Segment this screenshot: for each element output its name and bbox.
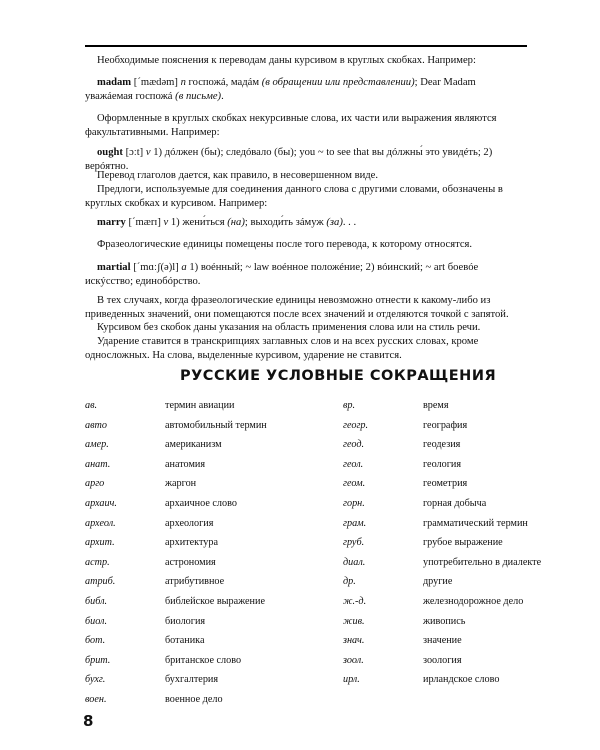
abbreviation-row	[85, 655, 323, 667]
abbreviation: груб.	[343, 537, 365, 549]
abbreviation-meaning: другие	[423, 576, 453, 588]
abbreviation-meaning: зоология	[423, 654, 462, 666]
abbreviation-meaning: ирландское слово	[423, 674, 500, 686]
translation: госпожá, мадáм	[188, 77, 260, 88]
abbreviation-meaning: живопись	[423, 615, 466, 627]
abbreviation-meaning: геодезия	[423, 439, 461, 451]
pos: v	[145, 147, 151, 158]
translation: 1) воéнный; ~ law воéнное положéние; 2) вóинский; ~ art боевóе искýсство; единобóрство.	[85, 262, 479, 287]
abbreviation: грам.	[343, 517, 367, 529]
abbreviation-meaning: анатомия	[165, 458, 206, 470]
abbreviation: архаич.	[85, 497, 117, 509]
abbreviation: библ.	[85, 595, 108, 607]
note: (на)	[227, 217, 245, 228]
abbreviation: диал.	[343, 556, 366, 568]
translation: 1) жени́ться	[170, 217, 225, 228]
abbreviation: ж.-д.	[343, 595, 367, 607]
abbreviation-row	[343, 420, 581, 432]
abbreviation: др.	[343, 576, 356, 588]
headword: martial	[97, 262, 131, 273]
abbreviation: археол.	[85, 517, 116, 529]
abbreviation-row	[343, 557, 581, 569]
abbreviation: анат.	[85, 458, 111, 470]
abbreviation-row	[343, 576, 581, 588]
abbreviation-meaning: жаргон	[165, 478, 197, 490]
page-number: 8	[83, 712, 94, 730]
abbreviation-row	[85, 498, 323, 510]
abbreviation: авто	[85, 419, 107, 431]
abbreviation-row	[85, 596, 323, 608]
abbreviation-meaning: американизм	[165, 439, 222, 451]
abbreviation-row	[343, 478, 581, 490]
pos: a	[181, 262, 187, 273]
abbreviation-row	[85, 635, 323, 647]
ellipsis: . . .	[342, 217, 357, 228]
abbreviation-meaning: термин авиации	[165, 400, 235, 411]
abbreviation-row	[85, 439, 323, 451]
abbreviation-row	[85, 674, 323, 686]
translation: 1) дóлжен (бы); следóвало (бы); you ~ to see that вы дóлжны́ это увидéть; 2) верóятно.	[85, 147, 493, 172]
abbreviations-right-column	[343, 400, 581, 694]
intro-paragraph-2: Оформленные в круглых скобках некурсивные слова, их части или выражения являются факультативными. Например:	[85, 113, 497, 138]
abbreviation: амер.	[85, 439, 109, 451]
abbreviation-meaning: ботаника	[165, 635, 205, 647]
abbreviation-row	[85, 537, 323, 549]
abbreviation: брит.	[85, 654, 111, 666]
note: (в письме)	[175, 90, 222, 102]
abbreviation-meaning: грамматический термин	[423, 517, 528, 529]
transcription: [ɔːt]	[125, 147, 144, 158]
abbreviation: ав.	[85, 400, 98, 411]
headword: marry	[97, 217, 126, 228]
abbreviation: атриб.	[85, 576, 116, 588]
intro-paragraph-8: Ударение ставится в транскрипциях заглавных слов и на всех русских словах, кроме односложных. На слова, выделенные курсивом, ударение не ставится.	[85, 336, 479, 361]
abbreviation: бухг.	[85, 674, 106, 686]
abbreviation-meaning: архитектура	[165, 537, 218, 549]
abbreviation-meaning: археология	[165, 517, 214, 529]
abbreviation: геогр.	[343, 419, 369, 431]
abbreviation-meaning: атрибутивное	[165, 576, 225, 588]
intro-paragraph-5: Фразеологические единицы помещены после того перевода, к которому относятся.	[97, 239, 473, 250]
abbreviation: архит.	[85, 537, 115, 549]
abbreviation: биол.	[85, 615, 108, 627]
abbreviation-row	[343, 439, 581, 451]
abbreviation-meaning: железнодорожное дело	[423, 595, 524, 607]
abbreviation: астр.	[85, 556, 110, 568]
abbreviation-meaning: время	[423, 400, 449, 411]
translation: ; Dear Madam уважáемая госпожá	[85, 77, 476, 102]
note: (в обращении или представлении)	[261, 77, 415, 88]
abbreviation-row	[85, 616, 323, 628]
abbreviation-meaning: значение	[423, 635, 462, 647]
example-madam	[85, 76, 525, 103]
abbreviation: вр.	[343, 400, 356, 411]
abbreviation-row	[85, 459, 323, 471]
intro-paragraph-6: В тех случаях, когда фразеологические единицы невозможно отнести к какому-либо из приведенных значений, они помещаются после всех значений и отделяются точкой с запятой.	[85, 295, 509, 320]
intro-paragraph-3: Перевод глаголов дается, как правило, в несовершенном виде.	[97, 170, 378, 181]
abbreviation-row	[343, 518, 581, 530]
abbreviation-row	[343, 596, 581, 608]
headword: ought	[97, 147, 123, 158]
abbreviation: геом.	[343, 478, 366, 490]
abbreviation-meaning: военное дело	[165, 693, 223, 705]
abbreviation: арго	[85, 478, 105, 490]
abbreviation-meaning: употребительно в диалекте	[423, 556, 542, 568]
abbreviation-meaning: астрономия	[165, 556, 216, 568]
abbreviation-meaning: геология	[423, 458, 462, 470]
intro-paragraph-4: Предлоги, используемые для соединения данного слова с другими словами, обозначены в круглых скобках и курсивом. Например:	[85, 184, 503, 209]
abbreviation-meaning: архаичное слово	[165, 497, 237, 509]
intro-paragraph-7: Курсивом без скобок даны указания на область применения слова или на стиль речи.	[97, 322, 481, 333]
abbreviation: ирл.	[343, 674, 360, 686]
abbreviation-row	[85, 576, 323, 588]
pos: n	[180, 77, 186, 88]
abbreviation-row	[85, 518, 323, 530]
translation: ; выходи́ть зáмуж	[244, 217, 324, 228]
abbreviation-meaning: биология	[165, 615, 206, 627]
abbreviation: бот.	[85, 635, 106, 647]
abbreviation-meaning: геометрия	[423, 478, 468, 490]
headword: madam	[97, 77, 132, 88]
example-martial	[85, 261, 525, 288]
abbreviation-row	[85, 420, 323, 432]
abbreviations-left-column	[85, 400, 323, 714]
abbreviation-row	[85, 478, 323, 490]
abbreviation: воен.	[85, 693, 107, 705]
abbreviation-row	[343, 459, 581, 471]
transcription: [ˊmærɪ]	[128, 217, 161, 228]
abbreviation-row	[343, 537, 581, 549]
punct: .	[221, 90, 224, 102]
abbreviation-row	[343, 655, 581, 667]
top-rule	[85, 45, 527, 47]
intro-paragraph-1: Необходимые пояснения к переводам даны курсивом в круглых скобках. Например:	[97, 55, 476, 66]
abbreviation-row	[343, 616, 581, 628]
abbreviation-row	[343, 400, 581, 412]
abbreviation: зоол.	[343, 654, 364, 666]
abbreviation-meaning: горная добыча	[423, 497, 487, 509]
abbreviation-row	[343, 635, 581, 647]
abbreviation: горн.	[343, 497, 365, 509]
example-marry	[85, 216, 525, 230]
abbreviation-row	[343, 498, 581, 510]
abbreviation-meaning: грубое выражение	[423, 537, 503, 549]
abbreviation-meaning: библейское выражение	[165, 595, 265, 607]
abbreviation: геод.	[343, 439, 365, 451]
abbreviation-row	[343, 674, 581, 686]
section-title: РУССКИЕ УСЛОВНЫЕ СОКРАЩЕНИЯ	[180, 368, 497, 384]
abbreviation-row	[85, 694, 323, 706]
abbreviation-meaning: британское слово	[165, 654, 242, 666]
abbreviation-meaning: география	[423, 419, 468, 431]
note: (за)	[326, 217, 343, 228]
abbreviation: знач.	[343, 635, 365, 647]
abbreviation-meaning: бухгалтерия	[165, 674, 219, 686]
abbreviation: жив.	[343, 615, 365, 627]
transcription: [ˊmɑːʃ(ə)l]	[133, 262, 179, 273]
pos: v	[163, 217, 169, 228]
abbreviation-meaning: автомобильный термин	[165, 419, 267, 431]
abbreviation-row	[85, 400, 323, 412]
abbreviation-row	[85, 557, 323, 569]
abbreviation: геол.	[343, 458, 364, 470]
transcription: [ˊmædəm]	[133, 77, 178, 88]
